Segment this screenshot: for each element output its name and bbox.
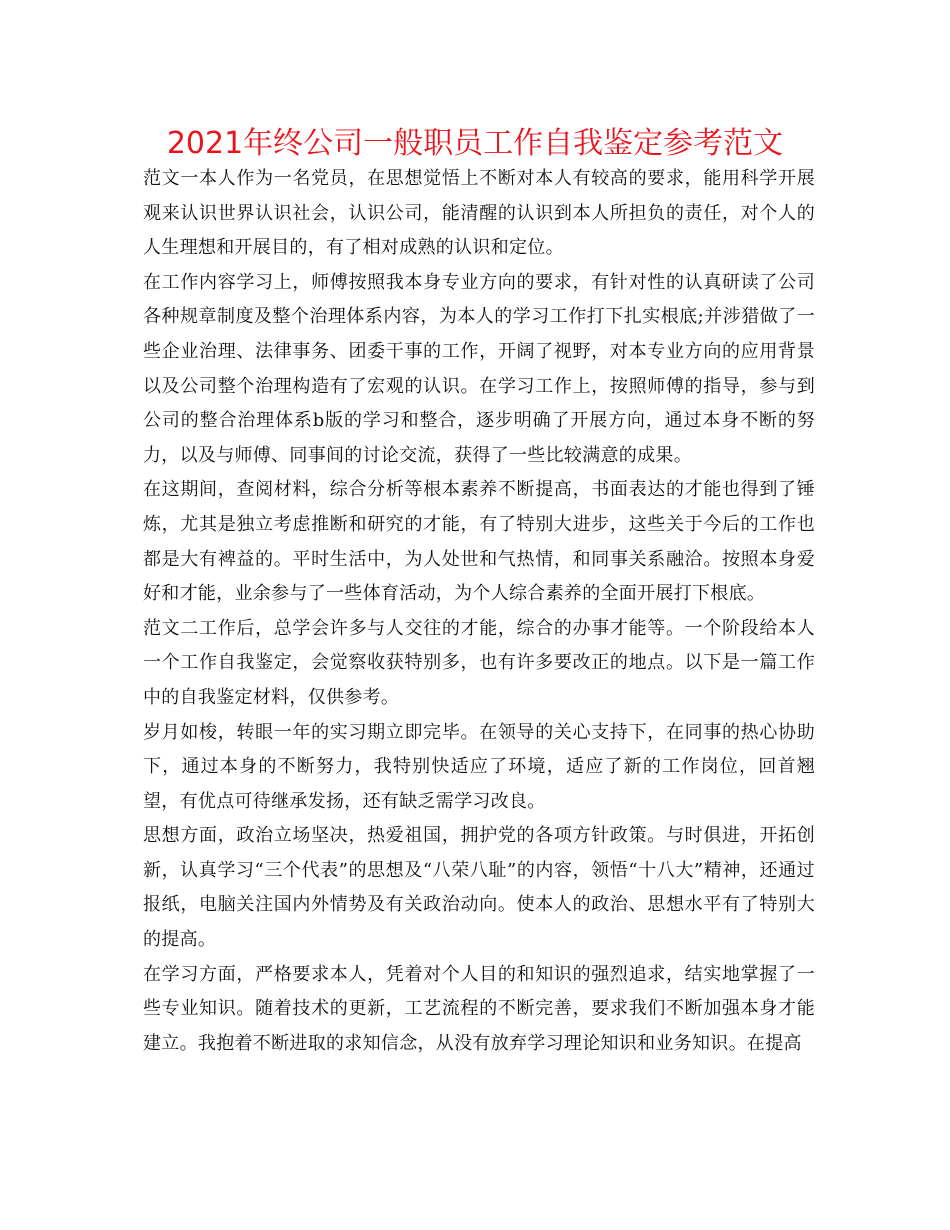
- document-body: [143, 162, 815, 1061]
- document-title: 2021年终公司一般职员工作自我鉴定参考范文: [166, 126, 784, 161]
- paragraph: 在这期间，查阅材料，综合分析等根本素养不断提高，书面表达的才能也得到了锤炼，尤其是独立考虑推断和研究的才能，有了特别大进步，这些关于今后的工作也都是大有裨益的。平时生活中，为人处世和气热情，和同事关系融洽。按照本身爱好和才能，业余参与了一些体育活动，为个人综合素养的全面开展打下根底。: [143, 479, 815, 605]
- paragraph: 岁月如梭，转眼一年的实习期立即完毕。在领导的关心支持下，在同事的热心协助下，通过本身的不断努力，我特别快适应了环境，适应了新的工作岗位，回首翘望，有优点可待继承发扬，还有缺乏需学习改良。: [143, 721, 815, 812]
- paragraph: 在工作内容学习上，师傅按照我本身专业方向的要求，有针对性的认真研读了公司各种规章制度及整个治理体系内容，为本人的学习工作打下扎实根底;并涉猎做了一些企业治理、法律事务、团委干事的工作，开阔了视野，对本专业方向的应用背景以及公司整个治理构造有了宏观的认识。在学习工作上，按照师傅的指导，参与到公司的整合治理体系b版的学习和整合，逐步明确了开展方向，通过本身不断的努力，以及与师傅、同事间的讨论交流，获得了一些比较满意的成果。: [143, 271, 815, 466]
- paragraph: 范文二工作后，总学会许多与人交往的才能，综合的办事才能等。一个阶段给本人一个工作自我鉴定，会觉察收获特别多，也有许多要改正的地点。以下是一篇工作中的自我鉴定材料，仅供参考。: [143, 617, 815, 708]
- paragraph: 在学习方面，严格要求本人，凭着对个人目的和知识的强烈追求，结实地掌握了一些专业知识。随着技术的更新，工艺流程的不断完善，要求我们不断加强本身才能建立。我抱着不断进取的求知信念，从没有放弃学习理论知识和业务知识。在提高: [143, 963, 815, 1054]
- paragraph: 思想方面，政治立场坚决，热爱祖国，拥护党的各项方针政策。与时俱进，开拓创新，认真学习“三个代表”的思想及“八荣八耻”的内容，领悟“十八大”精神，还通过报纸，电脑关注国内外情势及有关政治动向。使本人的政治、思想水平有了特别大的提高。: [143, 825, 815, 951]
- paragraph: 范文一本人作为一名党员，在思想觉悟上不断对本人有较高的要求，能用科学开展观来认识世界认识社会，认识公司，能清醒的认识到本人所担负的责任，对个人的人生理想和开展目的，有了相对成熟的认识和定位。: [143, 168, 815, 259]
